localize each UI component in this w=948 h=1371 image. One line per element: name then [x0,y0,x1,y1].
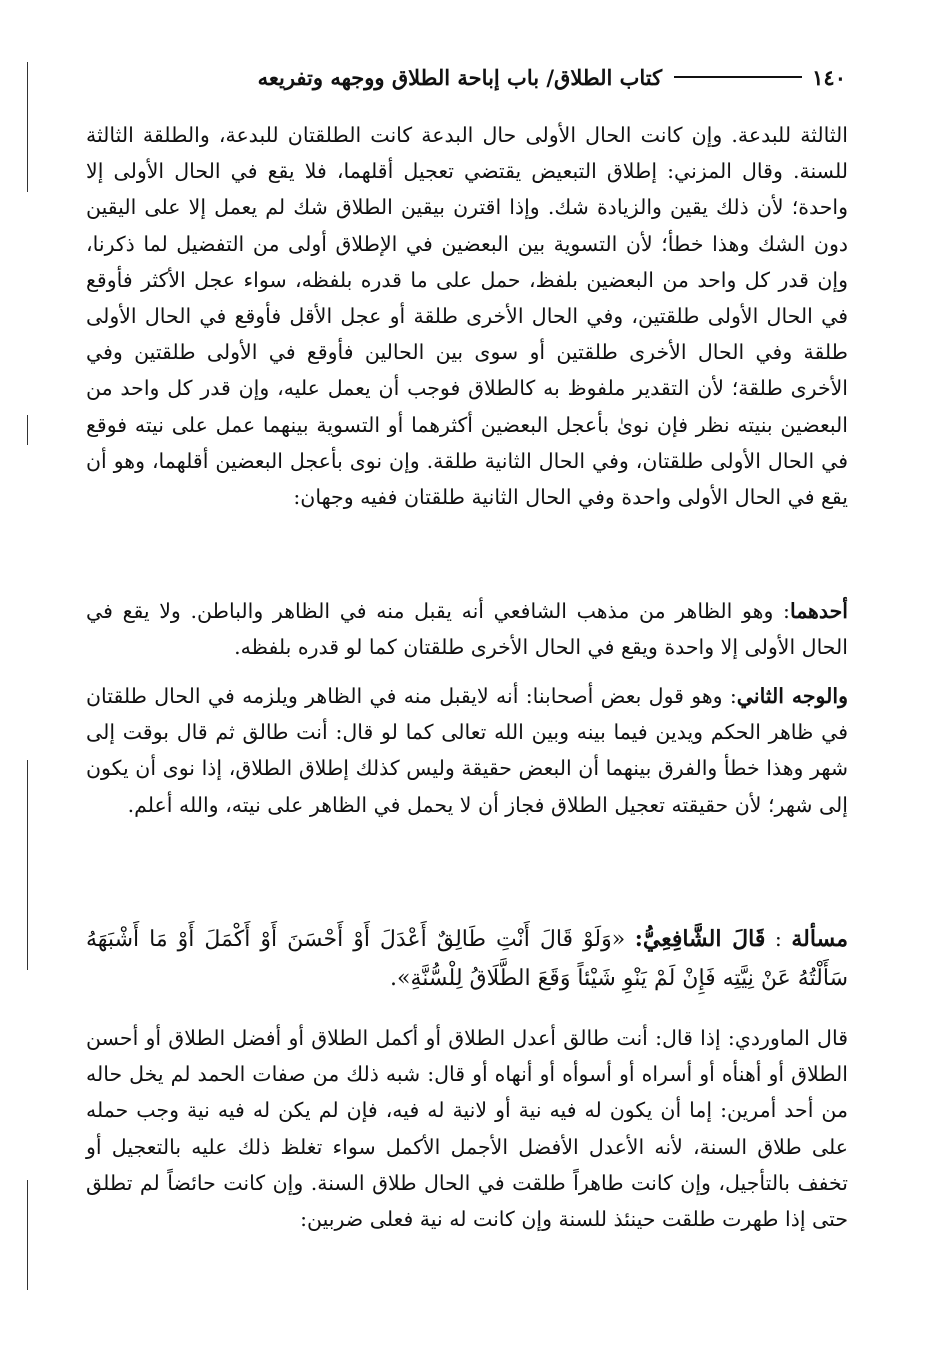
paragraph-first-opinion [86,593,848,665]
header-rule [674,76,802,78]
first-opinion-lead: أحدهما [789,599,848,623]
running-header [86,60,846,94]
masala-label: مسألة [791,926,848,952]
running-title: كتاب الطلاق/ باب إباحة الطلاق ووجهه وتفريعه [257,64,663,90]
masala-section: مسألة : قَالَ الشَّافِعِيُّ: «وَلَوْ قَالَ أَنْتِ طَالِقٌ أَعْدَلَ أَوْ أَحْسَنَ أَوْ أَكْمَلَ أَوْ مَا أَشْبَهَهُ سَأَلْتُهُ عَنْ نِيَّتِه فَإِنْ لَمْ يَنْوِ شَيْئاً وَقَعَ الطَّلَاقُ لِلْسُّنَّةِ». [86,926,848,991]
margin-rule [27,62,28,192]
second-opinion-lead: والوجه الثاني [736,684,848,708]
first-opinion-text: : وهو الظاهر من مذهب الشافعي أنه يقبل منه في الظاهر والباطن. ولا يقع في الحال الأولى إلا واحدة ويقع في الحال الأخرى طلقتان كما لو قدره بلفظه. [86,599,848,660]
paragraph-1-text: الثالثة للبدعة. وإن كانت الحال الأولى حال البدعة كانت الطلقتان للبدعة، والطلقة الثالثة للسنة. وقال المزني: إطلاق التبعيض يقتضي تعجيل أقلهما، فلا يقع في الحال الأولى إلا واحدة؛ لأن ذلك يقين والزيادة شك. وإذا اقترن بيقين الطلاق شك لم يعمل إلا على اليقين دون الشك وهذا خطأ؛ لأن التسوية بين البعضين في الإطلاق أولى من التفضيل لما ذكرنا، وإن قدر كل واحد من البعضين بلفظ، حمل على ما قدره بلفظه، سواء عجل الأكثر فأوقع في الحال الأولى طلقتين، وفي الحال الأخرى طلقة أو عجل الأقل فأوقع في الحال الأولى طلقة وفي الحال الأخرى طلقتين أو سوى بين الحالين فأوقع في الأولى طلقتين وفي الأخرى طلقة؛ لأن التقدير ملفوظ به كالطلاق فوجب أن يعمل عليه، وإن قدر كل واحد من البعضين بنيته نظر فإن نوىٰ بأعجل البعضين أكثرهما أو التسوية بينهما عمل على نيته فوقع في الحال الأولى طلقتان، وفي الحال الثانية طلقة. وإن نوى بأعجل البعضين أقلهما، وهو أن يقع في الحال الأولى واحدة وفي الحال الثانية طلقتان ففيه وجهان: [86,123,848,510]
second-opinion-text: : وهو قول بعض أصحابنا: أنه لايقبل منه في الظاهر ويلزمه في الحال طلقتان في ظاهر الحكم ويدين فيما بينه وبين الله تعالى كما لو قال: أنت طالق ثم قال بوقت إلى شهر وهذا خطأ والفرق بينهما أن البعض حقيقة وليس كذلك إطلاق الطلاق، إذا نوى أن يكون إلى شهر؛ لأن حقيقته تعجيل الطلاق فجاز أن لا يحمل في الظاهر على نيته، والله أعلم. [86,684,848,817]
masala-quote: «وَلَوْ قَالَ أَنْتِ طَالِقٌ أَعْدَلَ أَوْ أَحْسَنَ أَوْ أَكْمَلَ أَوْ مَا أَشْبَهَهُ سَأَلْتُهُ عَنْ نِيَّتِه فَإِنْ لَمْ يَنْوِ شَيْئاً وَقَعَ الطَّلَاقُ لِلْسُّنَّةِ». [86,927,848,991]
paragraph-mawardi [86,1020,848,1237]
page-number: ١٤٠ [812,64,846,90]
paragraph-second-opinion [86,678,848,823]
paragraph-1 [86,117,848,515]
margin-rule [27,415,28,445]
margin-rule [27,1180,28,1290]
margin-rule [27,760,28,970]
masala-speaker: قَالَ الشَّافِعِيُّ: [634,926,766,952]
mawardi-text: قال الماوردي: إذا قال: أنت طالق أعدل الطلاق أو أكمل الطلاق أو أفضل الطلاق أو أحسن الطلاق أو أهنأه أو أسراه أو أسوأه أو أنهاه أو قال: شبه ذلك من صفات الحمد لم يخل حاله من أحد أمرين: إما أن يكون له فيه نية أو لانية له فيه، فإن لم يكن له فيه نية وجب حمله على طلاق السنة، لأنه الأعدل الأفضل الأجمل الأكمل سواء تغلظ ذلك عليه بالتعجيل أو تخفف بالتأجيل، وإن كانت طاهراً طلقت في الحال طلاق السنة. وإن كانت حائضاً لم تطلق حتى إذا طهرت طلقت حينئذ للسنة وإن كانت له نية فعلى ضربين: [86,1026,848,1232]
